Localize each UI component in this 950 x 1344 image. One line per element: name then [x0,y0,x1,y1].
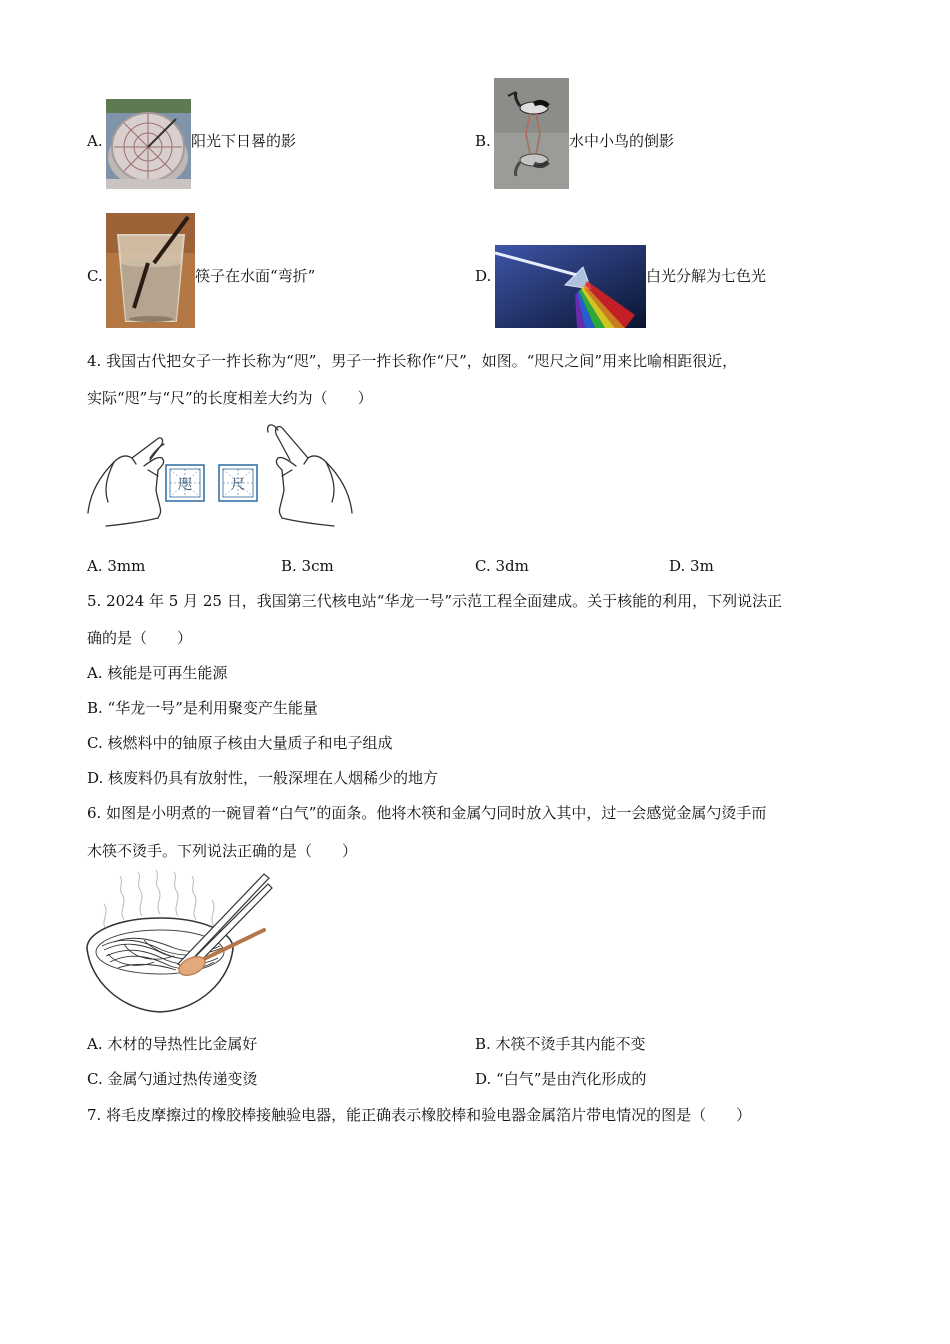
hand-span-figure [86,418,354,533]
option-c-letter: C. [87,267,103,285]
q5-option-b: B. “华龙一号”是利用聚变产生能量 [87,699,318,717]
question-7-stem-line1: 7. 将毛皮摩擦过的橡胶棒接触验电器，能正确表示橡胶棒和验电器金属箔片带电情况的图是（ ） [87,1106,752,1124]
q5-option-a: A. 核能是可再生能源 [87,664,228,682]
prism-dispersion-image [495,245,646,328]
q6-option-c: C. 金属勺通过热传递变烫 [87,1070,258,1088]
q5-option-d: D. 核废料仍具有放射性，一般深埋在人烟稀少的地方 [87,769,439,787]
sundial-image [106,99,191,189]
option-b-letter: B. [475,132,491,150]
chopstick-in-water-image [106,213,195,328]
q4-option-a: A. 3mm [87,557,146,575]
option-b-text: 水中小鸟的倒影 [569,132,675,150]
noodle-bowl-figure [84,870,274,1015]
q5-option-c: C. 核燃料中的铀原子核由大量质子和电子组成 [87,734,393,752]
left-box-char: 咫 [178,477,192,493]
q6-option-d: D. “白气”是由汽化形成的 [475,1070,647,1088]
q6-option-b: B. 木筷不烫手其内能不变 [475,1035,646,1053]
bird-reflection-image [494,78,569,189]
right-box-char: 尺 [231,477,245,493]
q4-option-c: C. 3dm [475,557,529,575]
q6-option-a: A. 木材的导热性比金属好 [87,1035,258,1053]
option-a-letter: A. [87,132,103,150]
question-5-stem-line2: 确的是（ ） [87,629,193,647]
q4-option-d: D. 3m [669,557,714,575]
option-a-text: 阳光下日晷的影 [191,132,297,150]
q4-option-b: B. 3cm [281,557,334,575]
question-4-stem-line1: 4. 我国古代把女子一拃长称为“咫”，男子一拃长称作“尺”，如图。“咫尺之间”用来比喻相距很近， [87,352,738,370]
option-c-text: 筷子在水面“弯折” [195,267,316,285]
question-6-stem-line2: 木筷不烫手。下列说法正确的是（ ） [87,842,358,860]
question-4-stem-line2: 实际“咫”与“尺”的长度相差大约为（ ） [87,389,373,407]
question-6-stem-line1: 6. 如图是小明煮的一碗冒着“白气”的面条。他将木筷和金属勺同时放入其中，过一会感觉金属勺烫手而 [87,804,767,822]
option-d-letter: D. [475,267,492,285]
option-d-text: 白光分解为七色光 [646,267,767,285]
question-5-stem-line1: 5. 2024 年 5 月 25 日，我国第三代核电站“华龙一号”示范工程全面建成。关于核能的利用，下列说法正 [87,592,783,610]
